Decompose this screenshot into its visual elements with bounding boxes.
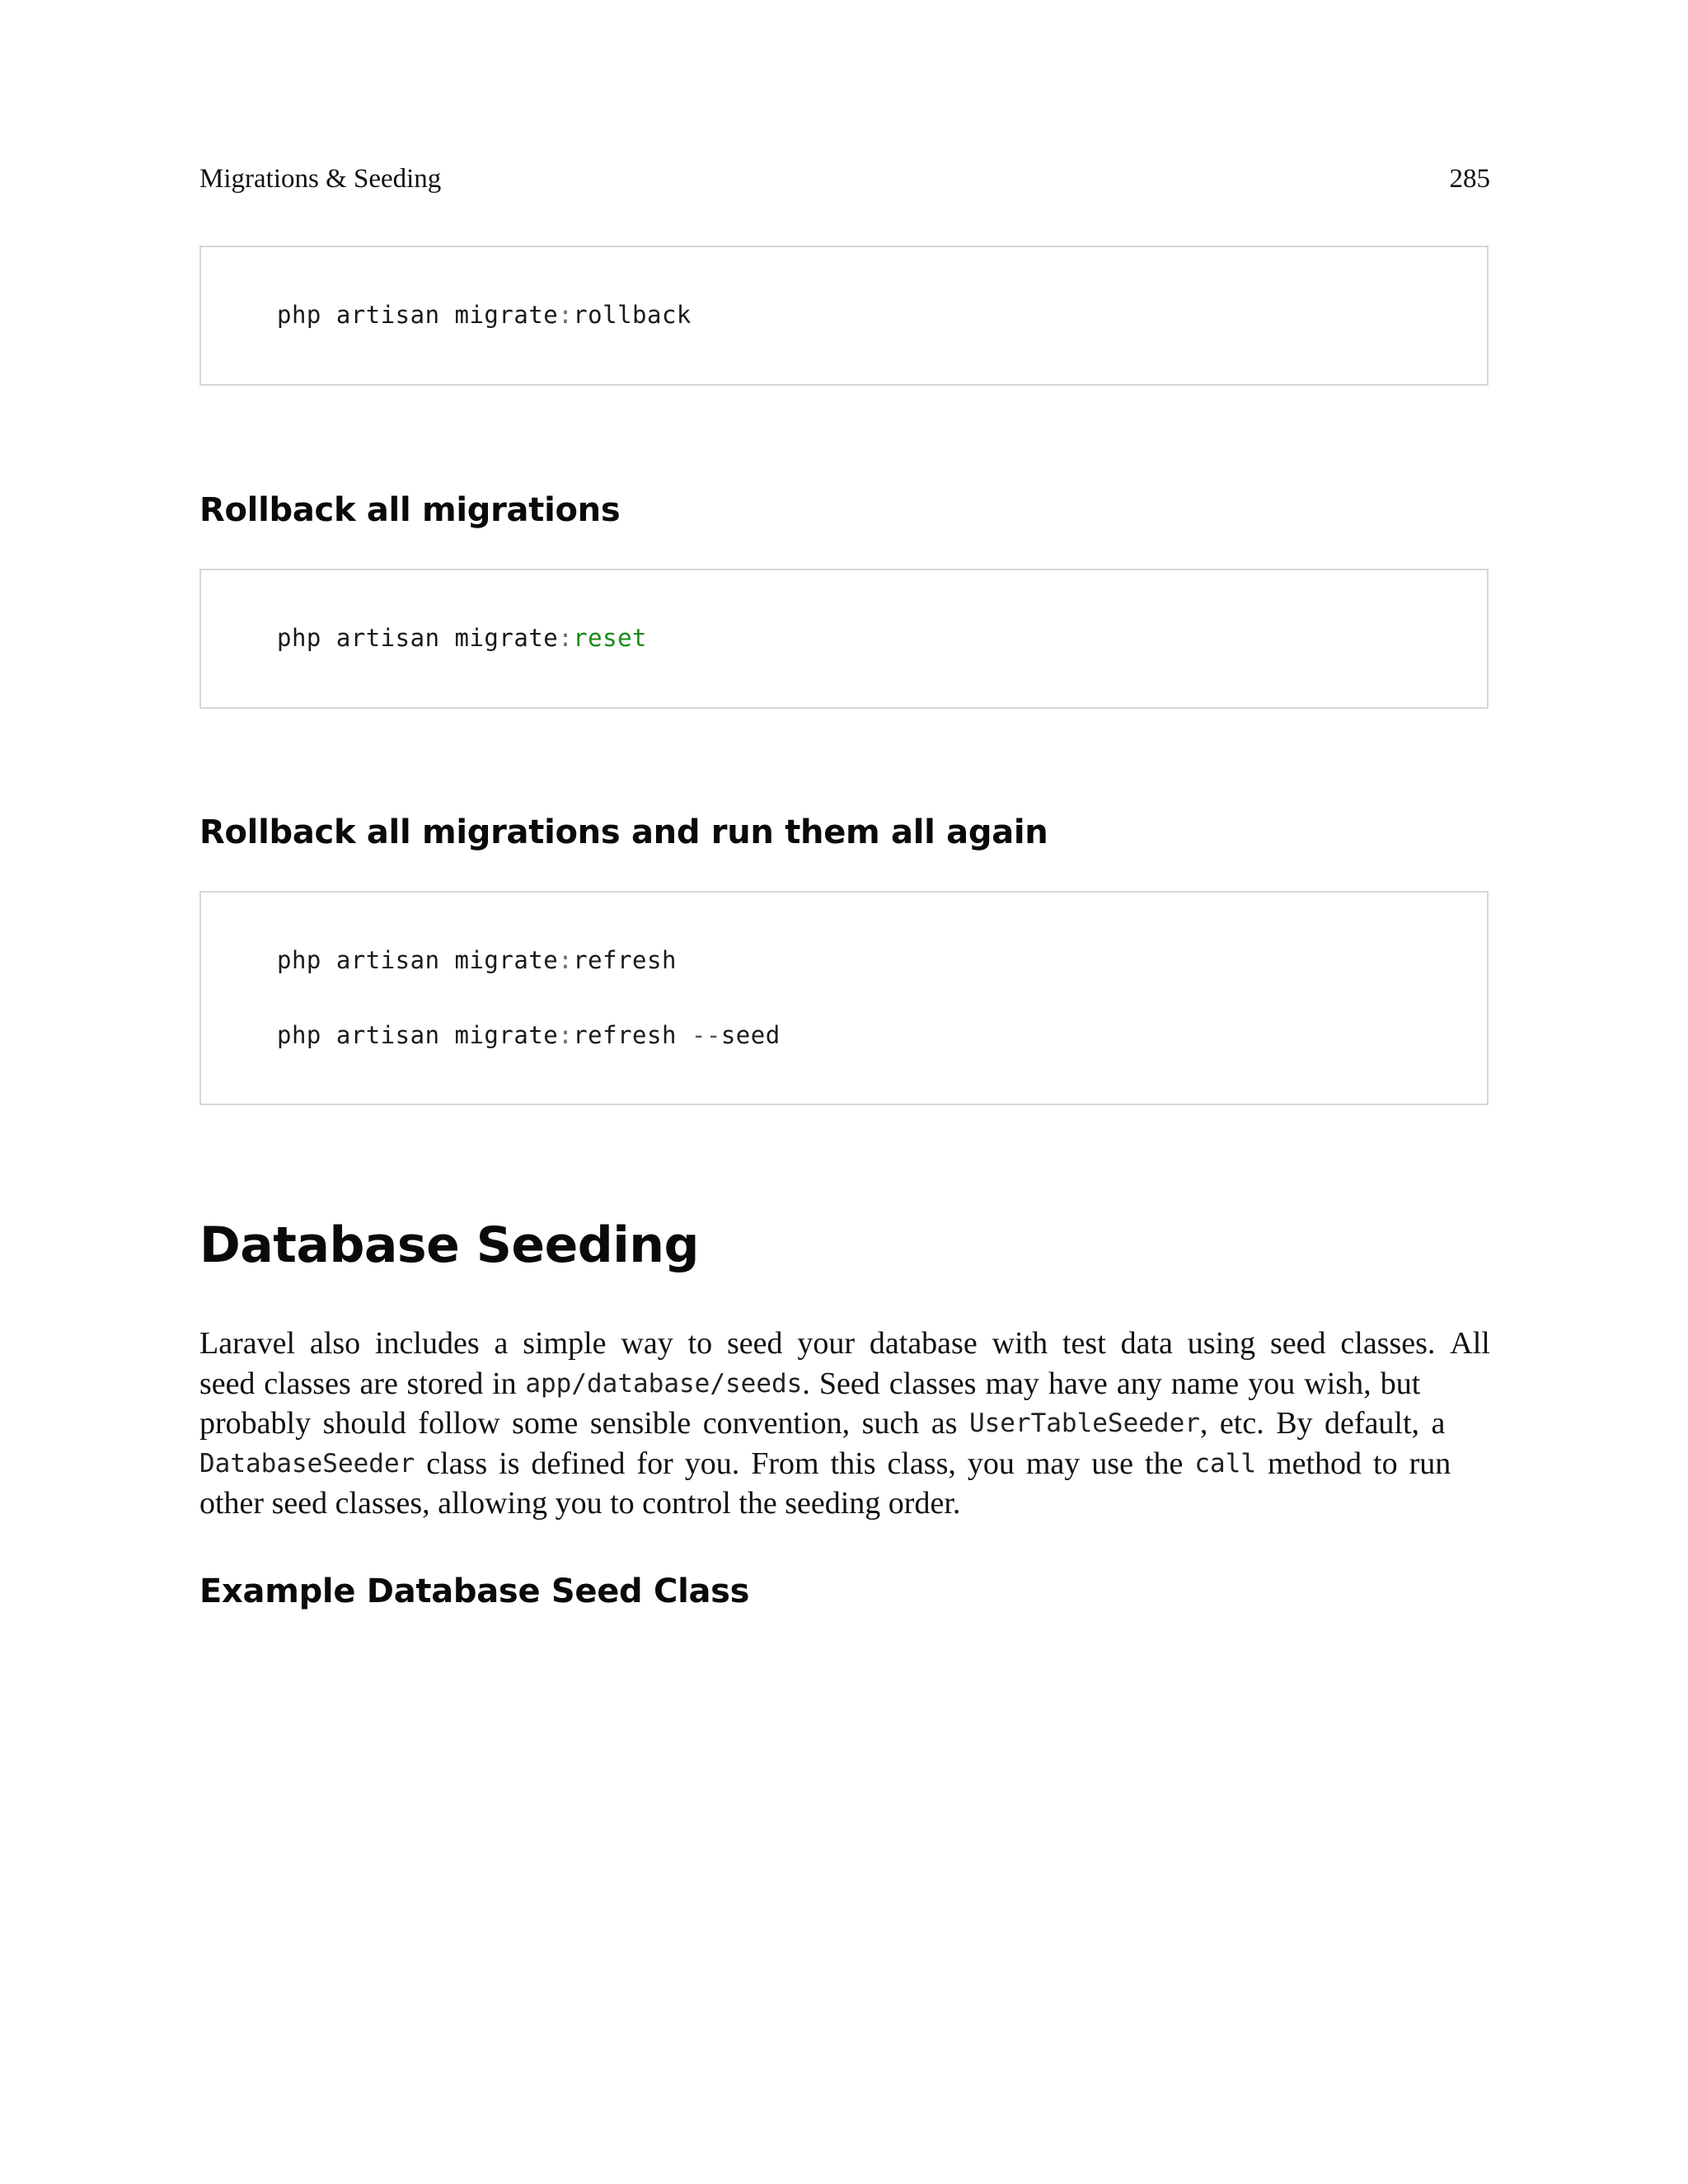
code-argument: reset (573, 624, 648, 652)
word: All (1450, 1326, 1490, 1361)
running-header (199, 158, 1490, 199)
word: seed (726, 1326, 783, 1361)
paragraph-line-1 (199, 1324, 1490, 1364)
code-block-refresh (199, 891, 1489, 1105)
word: way (621, 1326, 673, 1361)
paragraph-line-2 (199, 1364, 1490, 1404)
word: using (1187, 1326, 1256, 1361)
heading-rollback-all: Rollback all migrations (199, 491, 621, 529)
word: to (687, 1326, 713, 1361)
paragraph-line-3 (199, 1404, 1490, 1444)
body-paragraph (199, 1324, 1490, 1524)
code-flag: seed (720, 1021, 781, 1049)
word: also (309, 1326, 361, 1361)
heading-rollback-rerun: Rollback all migrations and run them all again (199, 813, 1048, 851)
text-run: other seed classes, allowing you to control the seeding order. (199, 1486, 961, 1521)
word: classes. (1340, 1326, 1436, 1361)
inline-code-call: call (1194, 1448, 1257, 1479)
paragraph-line-4 (199, 1444, 1490, 1484)
code-colon: : (558, 301, 574, 329)
code-block-rollback (199, 246, 1489, 386)
word: seed (1270, 1326, 1326, 1361)
text-run: class is defined for you. From this class, you may use the (415, 1446, 1195, 1481)
code-line (277, 1019, 781, 1052)
code-argument: refresh (573, 946, 677, 974)
code-command: php artisan migrate (277, 1021, 559, 1049)
code-line (277, 621, 647, 654)
paragraph-line-5 (199, 1483, 1490, 1524)
word: includes (374, 1326, 480, 1361)
word: data (1120, 1326, 1173, 1361)
word: a (494, 1326, 509, 1361)
word: with (992, 1326, 1048, 1361)
text-run: method to run (1256, 1446, 1451, 1481)
text-run: , etc. By default, a (1199, 1406, 1446, 1441)
inline-code-database-seeder: DatabaseSeeder (199, 1448, 415, 1479)
word: test (1062, 1326, 1106, 1361)
text-run: . Seed classes may have any name you wish, but (802, 1366, 1421, 1401)
inline-code-user-table-seeder: UserTableSeeder (968, 1408, 1200, 1438)
code-flag-dashes: -- (691, 1021, 721, 1049)
code-command: php artisan migrate (277, 301, 559, 329)
code-command: php artisan migrate (277, 946, 559, 974)
text-run: seed classes are stored in (199, 1366, 526, 1401)
text-run: probably should follow some sensible convention, such as (199, 1406, 969, 1441)
word: Laravel (199, 1326, 296, 1361)
page-number: 285 (1449, 163, 1490, 194)
heading-example-seed-class: Example Database Seed Class (199, 1572, 750, 1610)
word: simple (523, 1326, 607, 1361)
section-title: Database Seeding (199, 1216, 699, 1274)
inline-code-seeds-path: app/database/seeds (525, 1368, 803, 1399)
code-line (277, 298, 692, 331)
word: your (797, 1326, 856, 1361)
code-colon: : (558, 624, 574, 652)
code-argument: refresh (573, 1021, 677, 1049)
code-colon: : (558, 1021, 574, 1049)
code-colon: : (558, 946, 574, 974)
code-argument: rollback (573, 301, 692, 329)
chapter-title: Migrations & Seeding (199, 163, 442, 194)
code-line (277, 944, 677, 977)
word: database (869, 1326, 978, 1361)
code-block-reset (199, 569, 1489, 709)
code-command: php artisan migrate (277, 624, 559, 652)
